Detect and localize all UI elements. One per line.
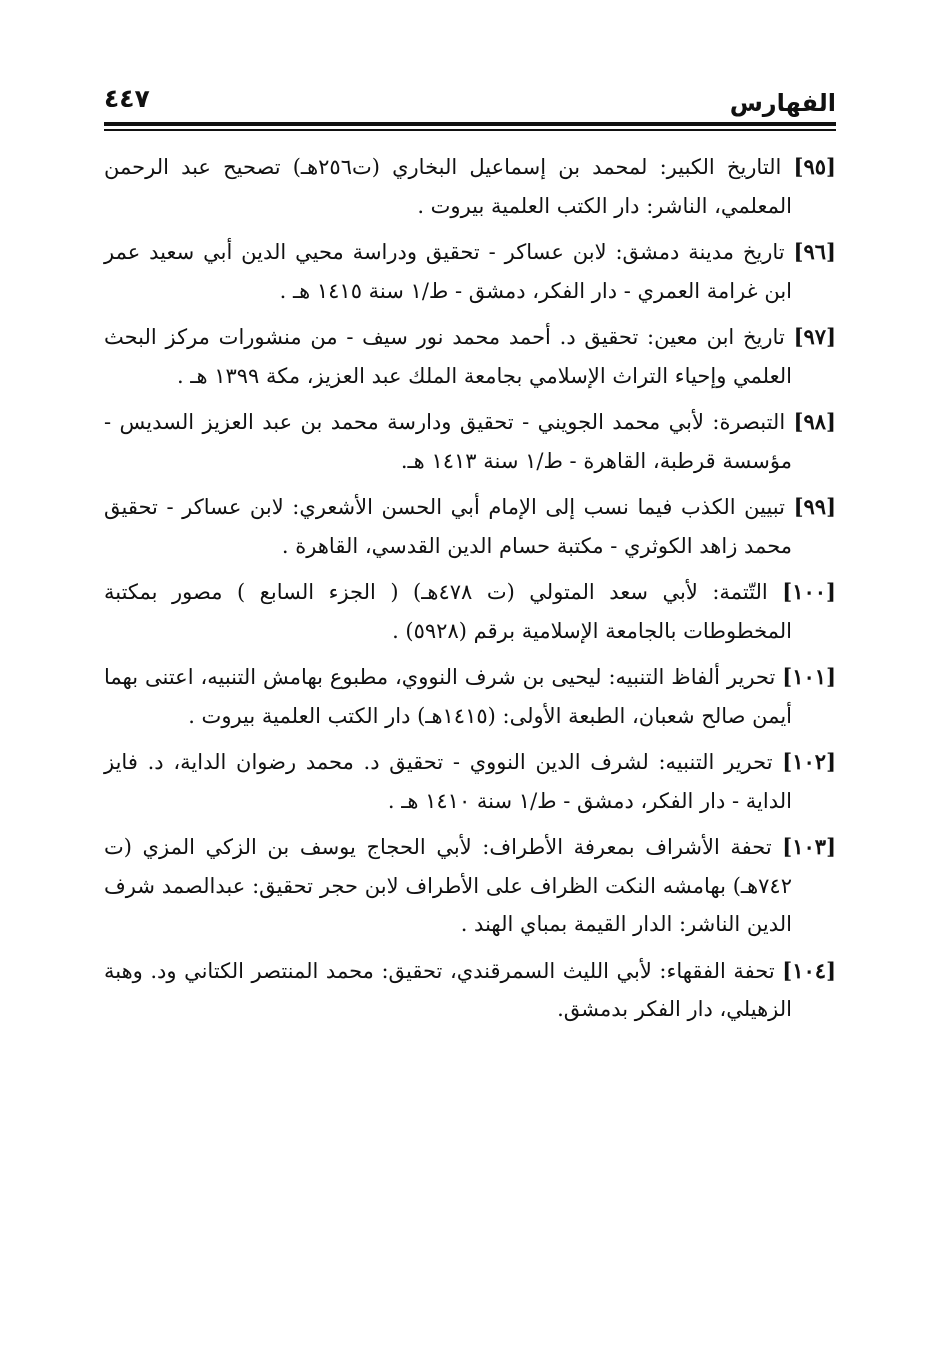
entry-text: تحفة الأشراف بمعرفة الأطراف: لأبي الحجاج يوسف بن الزكي المزي (ت ٧٤٢هـ) بهامشه النكت الظراف على الأطراف لابن حجر تحقيق: عبدالصمد شرف الدين الناشر: الدار القيمة بمباي الهند . [104, 835, 792, 936]
entry-number: [١٠٣] [782, 834, 836, 859]
bibliography-entry-103 [104, 828, 836, 944]
bibliography-entry-98 [104, 403, 836, 480]
page-number: ٤٤٧ [104, 84, 150, 113]
entry-number: [٩٩] [793, 494, 836, 519]
entry-text: التاريخ الكبير: لمحمد بن إسماعيل البخاري (ت٢٥٦هـ) تصحيح عبد الرحمن المعلمي، الناشر: دار الكتب العلمية بيروت . [104, 155, 792, 218]
entry-number: [١٠٠] [782, 579, 836, 604]
entry-body [104, 318, 836, 395]
entry-text: التّتمة: لأبي سعد المتولي (ت ٤٧٨هـ) ( الجزء السابع ) مصور بمكتبة المخطوطات بالجامعة الإسلامية برقم (٥٩٢٨) . [104, 580, 792, 643]
bibliography-list [104, 148, 836, 1037]
bibliography-entry-96 [104, 233, 836, 310]
entry-body [104, 233, 836, 310]
entry-body [104, 658, 836, 735]
entry-body [104, 828, 836, 944]
bibliography-entry-99 [104, 488, 836, 565]
entry-number: [١٠٢] [782, 749, 836, 774]
entry-body [104, 148, 836, 225]
entry-text: تحرير التنبيه: لشرف الدين النووي - تحقيق د. محمد رضوان الداية، د. فايز الداية - دار الفكر، دمشق - ط/١ سنة ١٤١٠ هـ . [104, 750, 792, 813]
header-rule-thin [104, 129, 836, 131]
entry-text: تاريخ مدينة دمشق: لابن عساكر - تحقيق ودراسة محيي الدين أبي سعيد عمر ابن غرامة العمري - دار الفكر، دمشق - ط/١ سنة ١٤١٥ هـ . [104, 240, 792, 303]
entry-number: [١٠١] [782, 664, 836, 689]
running-title: الفهارس [729, 89, 836, 117]
entry-number: [٩٧] [793, 324, 836, 349]
entry-number: [٩٥] [793, 154, 836, 179]
bibliography-entry-102 [104, 743, 836, 820]
entry-text: تحفة الفقهاء: لأبي الليث السمرقندي، تحقيق: محمد المنتصر الكتاني ود. وهبة الزهيلي، دار الفكر بدمشق. [104, 958, 792, 1021]
entry-text: تحرير ألفاظ التنبيه: ليحيى بن شرف النووي، مطبوع بهامش التنبيه، اعتنى بهما أيمن صالح شعبان، الطبعة الأولى: (١٤١٥هـ) دار الكتب العلمية بيروت . [104, 665, 792, 728]
bibliography-entry-101 [104, 658, 836, 735]
entry-text: تاريخ ابن معين: تحقيق د. أحمد محمد نور سيف - من منشورات مركز البحث العلمي وإحياء التراث الإسلامي بجامعة الملك عبد العزيز، مكة ١٣٩٩ هـ . [104, 325, 792, 388]
entry-body [104, 743, 836, 820]
entry-body [104, 403, 836, 480]
bibliography-entry-104 [104, 952, 836, 1029]
header-rule-thick [104, 122, 836, 126]
entry-text: التبصرة: لأبي محمد الجويني - تحقيق ودارسة محمد بن عبد العزيز السديس - مؤسسة قرطبة، القاهرة - ط/١ سنة ١٤١٣ هـ. [104, 410, 792, 473]
entry-text: تبيين الكذب فيما نسب إلى الإمام أبي الحسن الأشعري: لابن عساكر - تحقيق محمد زاهد الكوثري - مكتبة حسام الدين القدسي، القاهرة . [104, 495, 792, 558]
entry-number: [١٠٤] [782, 957, 836, 983]
entry-number: [٩٦] [793, 239, 836, 264]
entry-body [104, 573, 836, 650]
bibliography-entry-97 [104, 318, 836, 395]
bibliography-entry-95 [104, 148, 836, 225]
bibliography-entry-100 [104, 573, 836, 650]
entry-number: [٩٨] [793, 409, 836, 434]
entry-body [104, 952, 836, 1029]
page-header [104, 78, 836, 122]
entry-body [104, 488, 836, 565]
